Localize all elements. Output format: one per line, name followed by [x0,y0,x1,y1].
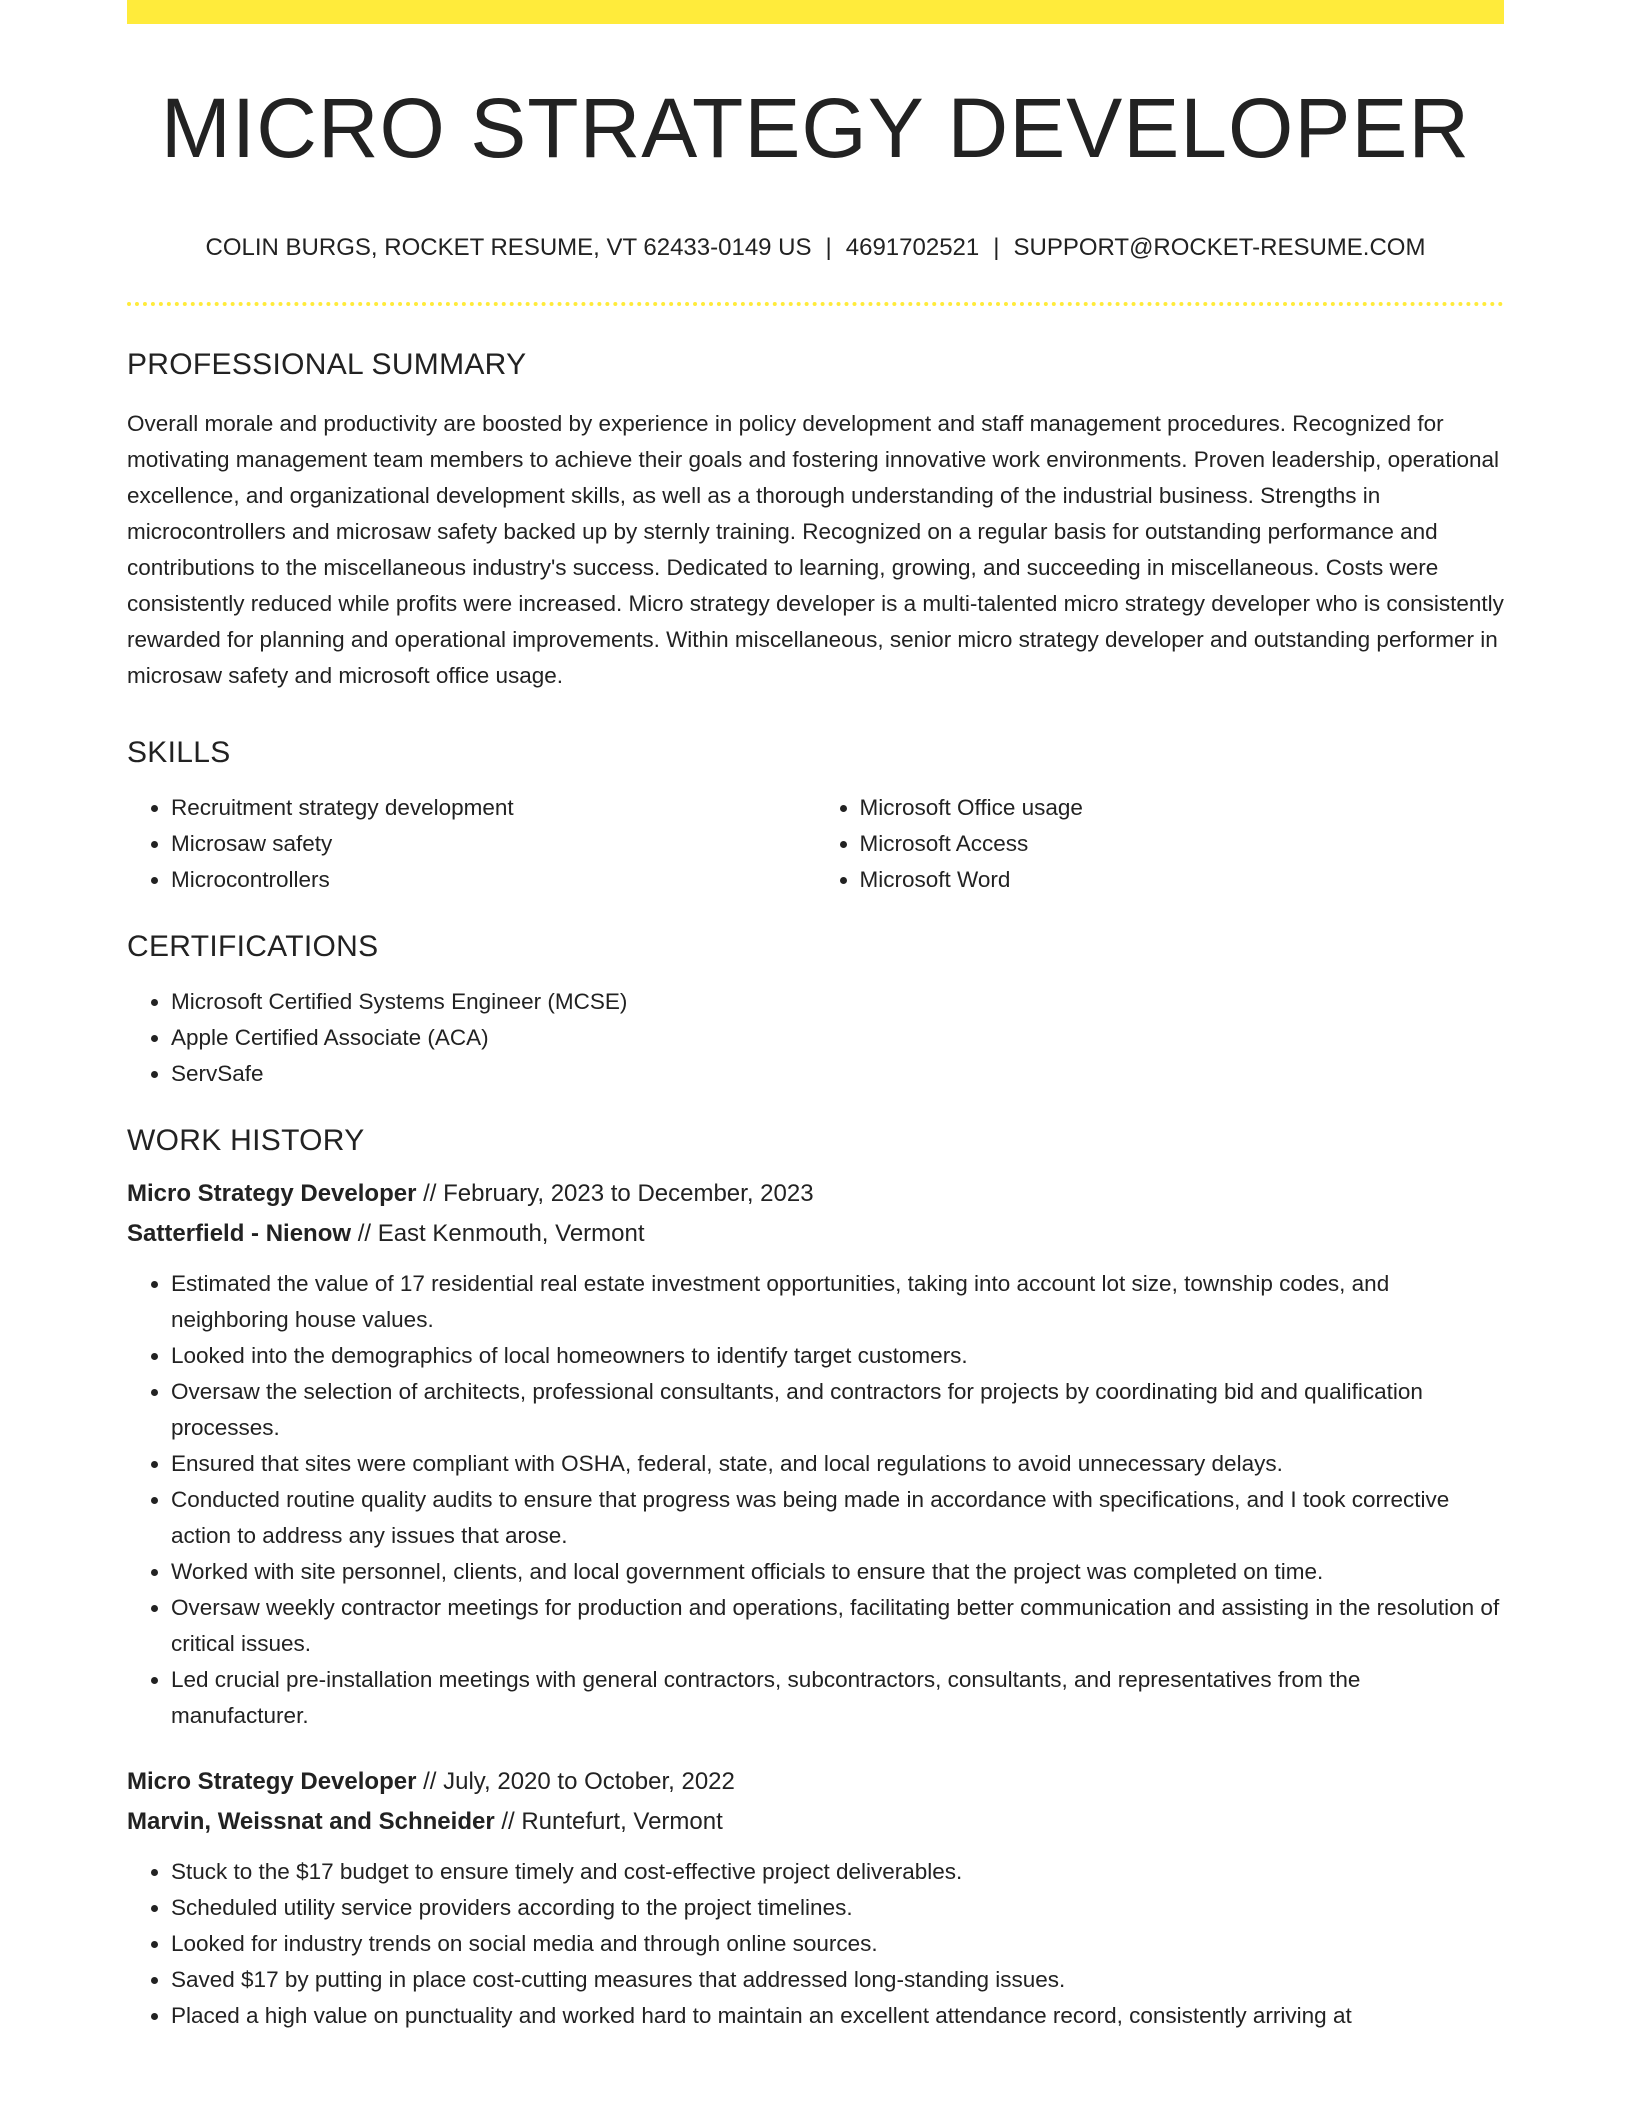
certification-item: • ServSafe [171,1056,1504,1092]
job-title-line [127,1762,1504,1802]
job-bullets [127,1854,1504,2034]
job-bullet: • Stuck to the $17 budget to ensure timely and cost-effective project deliverables. [171,1854,1504,1890]
resume-page [127,0,1504,2034]
certifications-heading: CERTIFICATIONS [127,930,379,963]
job-bullet: • Oversaw the selection of architects, professional consultants, and contractors for projects by coordinating bid and qualification processes. [171,1374,1504,1446]
contact-line [127,234,1504,262]
accent-top-bar [127,0,1504,24]
contact-separator: | [993,234,1000,261]
job-title: Micro Strategy Developer [127,1768,417,1795]
skill-item: • Recruitment strategy development [171,790,816,826]
job-bullet: • Scheduled utility service providers according to the project timelines. [171,1890,1504,1926]
job-dates: // July, 2020 to October, 2022 [416,1768,735,1795]
skill-item: • Microsoft Office usage [860,790,1505,826]
skills-list [127,790,1504,898]
job-bullets [127,1266,1504,1734]
job-entry [127,1174,1504,1734]
job-location: // East Kenmouth, Vermont [351,1220,645,1247]
job-company-line [127,1802,1504,1842]
certifications-list [127,984,1504,1092]
job-bullet: • Conducted routine quality audits to ensure that progress was being made in accordance with specifications, and I took corrective action to address any issues that arose. [171,1482,1504,1554]
skill-item: • Microsaw safety [171,826,816,862]
job-entry [127,1762,1504,2034]
skill-item: • Microsoft Access [860,826,1505,862]
contact-separator: | [825,234,832,261]
skills-column-right [816,790,1505,898]
job-dates: // February, 2023 to December, 2023 [416,1180,814,1207]
contact-email: SUPPORT@ROCKET-RESUME.COM [1013,234,1426,261]
job-bullet: • Placed a high value on punctuality and worked hard to maintain an excellent attendance record, consistently arriving at [171,1998,1504,2034]
certification-item: • Apple Certified Associate (ACA) [171,1020,1504,1056]
summary-text: Overall morale and productivity are boosted by experience in policy development and staff management procedures. Recognized for motivating management team members to achieve their goals and fostering innovative work environments. Proven leadership, operational excellence, and organizational development skills, as well as a thorough understanding of the industrial business. Strengths in microcontrollers and microsaw safety backed up by sternly training. Recognized on a regular basis for outstanding performance and contributions to the miscellaneous industry's success. Dedicated to learning, growing, and succeeding in miscellaneous. Costs were consistently reduced while profits were increased. Micro strategy developer is a multi-talented micro strategy developer who is consistently rewarded for planning and operational improvements. Within miscellaneous, senior micro strategy developer and outstanding performer in microsaw safety and microsoft office usage. [127,411,1504,688]
skills-column-left [127,790,816,898]
skill-item: • Microsoft Word [860,862,1505,898]
certification-item: • Microsoft Certified Systems Engineer (MCSE) [171,984,1504,1020]
dotted-divider [127,302,1504,306]
job-company-line [127,1214,1504,1254]
resume-title: MICRO STRATEGY DEVELOPER [160,81,1471,175]
skills-heading: SKILLS [127,736,231,769]
contact-phone: 4691702521 [845,234,980,261]
contact-address: COLIN BURGS, ROCKET RESUME, VT 62433-0149 US [205,234,812,261]
summary-heading: PROFESSIONAL SUMMARY [127,348,527,381]
job-company: Marvin, Weissnat and Schneider [127,1808,495,1835]
job-location: // Runtefurt, Vermont [494,1808,723,1835]
job-bullet: • Looked for industry trends on social media and through online sources. [171,1926,1504,1962]
job-bullet: • Looked into the demographics of local homeowners to identify target customers. [171,1338,1504,1374]
job-title: Micro Strategy Developer [127,1180,417,1207]
job-bullet: • Saved $17 by putting in place cost-cutting measures that addressed long-standing issues. [171,1962,1504,1998]
job-bullet: • Ensured that sites were compliant with OSHA, federal, state, and local regulations to avoid unnecessary delays. [171,1446,1504,1482]
job-company: Satterfield - Nienow [127,1220,352,1247]
job-bullet: • Worked with site personnel, clients, and local government officials to ensure that the project was completed on time. [171,1554,1504,1590]
job-bullet: • Estimated the value of 17 residential real estate investment opportunities, taking into account lot size, township codes, and neighboring house values. [171,1266,1504,1338]
skill-item: • Microcontrollers [171,862,816,898]
job-title-line [127,1174,1504,1214]
job-bullet: • Oversaw weekly contractor meetings for production and operations, facilitating better communication and assisting in the resolution of critical issues. [171,1590,1504,1662]
job-bullet: • Led crucial pre-installation meetings with general contractors, subcontractors, consultants, and representatives from the manufacturer. [171,1662,1504,1734]
work-history-heading: WORK HISTORY [127,1124,365,1157]
